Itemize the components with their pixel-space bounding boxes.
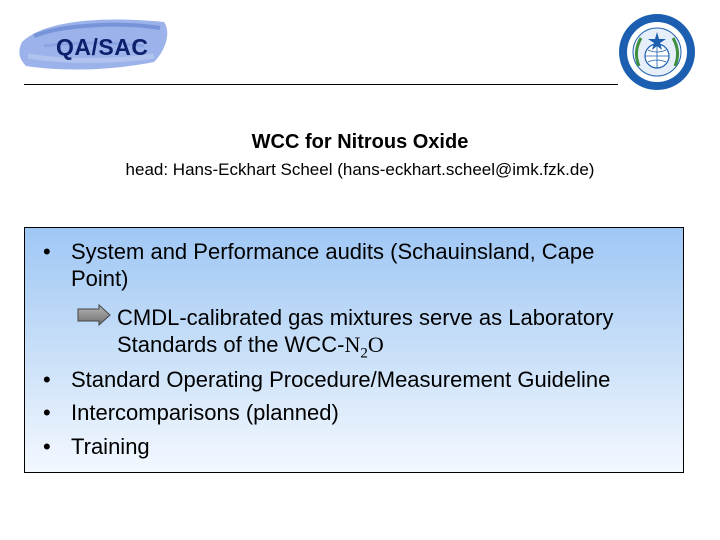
header-divider: [24, 84, 618, 85]
bullet-marker: •: [43, 434, 51, 459]
qa-sac-logo: [14, 12, 174, 74]
bullet-marker: •: [43, 239, 51, 264]
wmo-gaw-emblem-icon: [617, 12, 697, 92]
formula-n: N: [344, 332, 361, 357]
page-subtitle: head: Hans-Eckhart Scheel (hans-eckhart.scheel@imk.fzk.de): [125, 160, 595, 179]
bullet-marker: •: [43, 367, 51, 392]
bullet-text-sop: Standard Operating Procedure/Measurement Guideline: [71, 367, 611, 392]
bullet-text-intercomparisons: Intercomparisons (planned): [71, 400, 339, 425]
bullet-text-audits-line1: System and Performance audits (Schauinsland, Cape: [71, 239, 595, 264]
formula-subscript: 2: [360, 345, 368, 362]
bullet-text-audits-line2: Point): [71, 266, 129, 291]
sub-item-line2: [117, 331, 677, 367]
sub-item-prefix: Standards of the WCC-: [117, 332, 345, 357]
bullet-text-training: Training: [71, 434, 150, 459]
formula-o: O: [367, 332, 384, 357]
sub-item-line1: CMDL-calibrated gas mixtures serve as Laboratory: [117, 305, 614, 330]
bullet-marker: •: [43, 400, 51, 425]
page-title: WCC for Nitrous Oxide: [251, 131, 469, 153]
logo-text: QA/SAC: [56, 34, 149, 60]
arrow-right-icon: [77, 304, 111, 326]
formula-n2o: [344, 332, 384, 362]
content-box: [24, 227, 684, 473]
